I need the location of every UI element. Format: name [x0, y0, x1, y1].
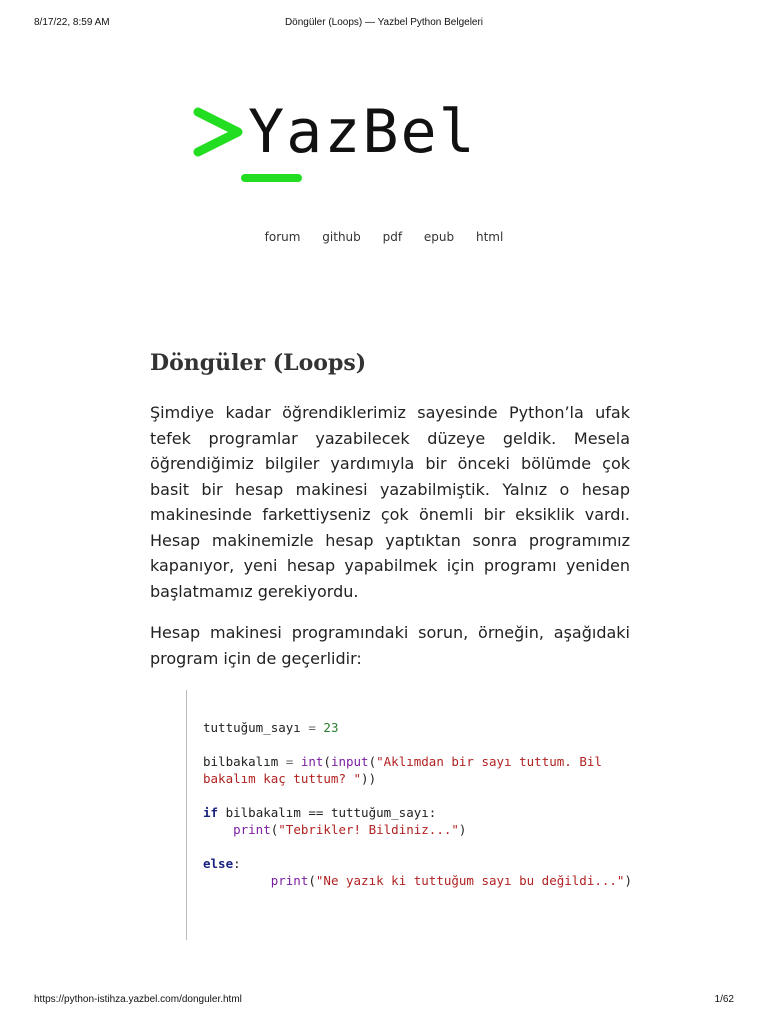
code-builtin-print: print: [233, 822, 271, 837]
code-var: bilbakalım: [203, 753, 279, 769]
code-colon: :: [233, 855, 241, 871]
code-indent: [203, 873, 271, 888]
print-page-number: 1/62: [714, 994, 734, 1005]
nav-link-github[interactable]: github: [322, 230, 361, 244]
article-content: [150, 346, 630, 671]
print-url: https://python-istihza.yazbel.com/donguler.html: [34, 994, 242, 1005]
code-paren: ): [458, 822, 467, 837]
code-operator: =: [300, 720, 324, 735]
code-builtin-print: print: [270, 873, 309, 888]
top-nav: [0, 230, 768, 244]
code-string: "Ne yazık ki tuttuğum sayı bu değildi...": [315, 873, 625, 888]
code-paren: )): [361, 771, 377, 786]
code-paren: (: [270, 822, 279, 837]
nav-link-epub[interactable]: epub: [423, 230, 455, 244]
code-builtin-input: input: [330, 753, 369, 769]
code-indent: [203, 822, 233, 837]
print-datetime: 8/17/22, 8:59 AM: [34, 17, 110, 28]
code-paren: (: [308, 873, 316, 888]
code-builtin-int: int: [300, 753, 324, 769]
code-operator: =: [278, 753, 301, 769]
nav-link-forum[interactable]: forum: [264, 230, 301, 244]
nav-link-pdf[interactable]: pdf: [382, 230, 403, 244]
page-title: Döngüler (Loops): [150, 350, 367, 376]
code-number: 23: [323, 720, 339, 735]
code-keyword-else: else: [203, 855, 234, 871]
code-paren: (: [323, 753, 331, 769]
code-keyword-if: if: [203, 804, 219, 820]
code-listing: [203, 719, 633, 890]
nav-link-html[interactable]: html: [475, 230, 504, 244]
code-paren: (: [368, 753, 377, 769]
code-string: "Tebrikler! Bildiniz...": [278, 822, 459, 837]
code-var: tuttuğum_sayı: [203, 720, 301, 735]
code-paren: ): [624, 873, 632, 888]
problem-paragraph: Hesap makinesi programındaki sorun, örneğin, aşağıdaki program için de geçerlidir:: [150, 623, 630, 668]
intro-paragraph: Şimdiye kadar öğrendiklerimiz sayesinde Python’la ufak tefek programlar yazabilecek düzeye geldik. Mesela öğrendiğimiz bilgiler yardımıyla bir önceki bölümde çok basit bir hesap makinesi yazabilmiştik. Yalnız o hesap makinesinde farkettiyseniz çok önemli bir eksiklik vardı. Hesap makinemizle hesap yaptıktan sonra programımız kapanıyor, yeni hesap yapabilmek için programı yeniden başlatmamız gerekiyordu.: [150, 403, 630, 601]
yazbel-logo[interactable]: [190, 92, 570, 192]
logo-text: YazBel: [248, 97, 477, 167]
code-else-line: [203, 872, 633, 890]
code-condition: bilbakalım == tuttuğum_sayı:: [218, 804, 437, 820]
print-title: Döngüler (Loops) — Yazbel Python Belgeleri: [284, 17, 484, 28]
code-block: [186, 690, 637, 940]
code-string: "Aklımdan bir sayı tuttum. Bil bakalım kaç tuttum? ": [203, 753, 610, 786]
